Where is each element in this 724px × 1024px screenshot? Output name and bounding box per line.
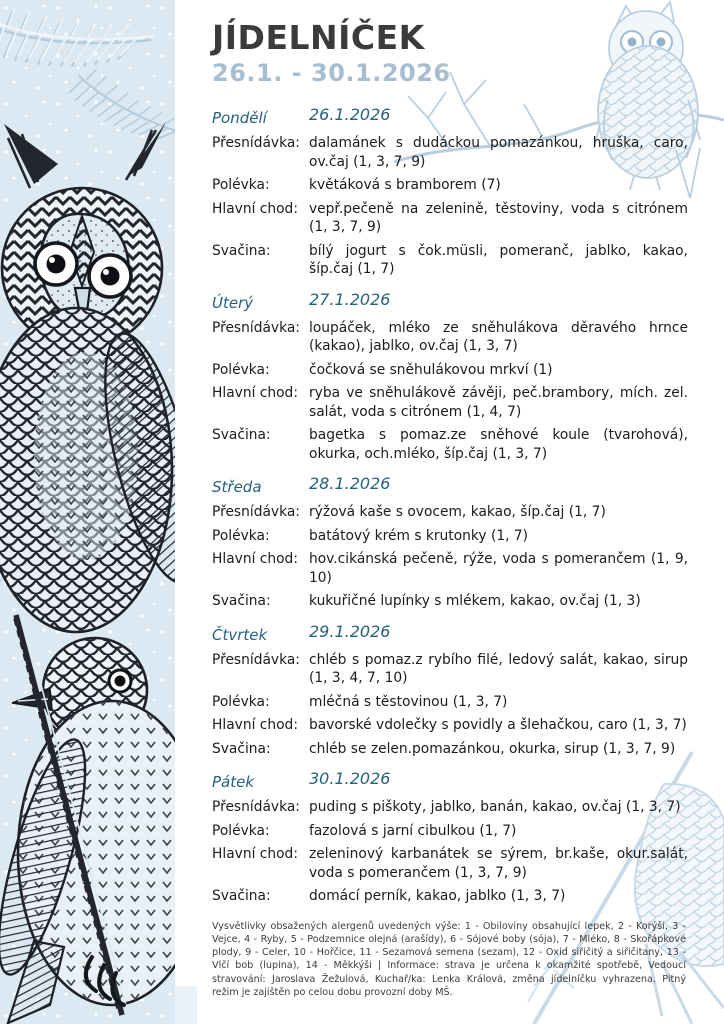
meal-text: bagetka s pomaz.ze sněhové koule (tvarohová), okurka, och.mléko, šíp.čaj (1, 3, 7) (309, 427, 688, 462)
meal-label: Přesnídávka: (212, 504, 300, 521)
meal-text: loupáček, mléko ze sněhulákova děravého hrnce (kakao), jablko, ov.čaj (1, 3, 7) (309, 319, 688, 355)
meal-text: ryba ve sněhulákově závěji, peč.brambory, mích. zel. salát, voda s citrónem (1, 4, 7) (309, 385, 688, 420)
meal-row (212, 384, 688, 421)
meal-text: batátový krém s krutonky (1, 7) (309, 527, 529, 544)
meal-text: chléb se zelen.pomazánkou, okurka, sirup (1, 3, 7, 9) (309, 740, 676, 757)
meal-text: kukuřičné lupínky s mlékem, kakao, ov.čaj (1, 3) (309, 593, 641, 610)
meal-text: chléb s pomaz.z rybího filé, ledový salát, kakao, sirup (1, 3, 4, 7, 10) (309, 651, 688, 687)
day-section-tuesday (212, 289, 688, 464)
meal-label: Hlavní chod: (212, 385, 298, 402)
meal-label: Hlavní chod: (212, 717, 298, 734)
meal-label: Svačina: (212, 242, 271, 259)
meal-text: bílý jogurt s čok.müsli, pomeranč, jablko, kakao, šíp.čaj (1, 7) (309, 242, 688, 278)
meal-text: květáková s bramborem (7) (309, 177, 501, 194)
allergen-footer: Vysvětlivky obsažených alergenů uvedených výše: 1 - Obiloviny obsahující lepek, 2 - Korýši, 3 - Vejce, 4 - Ryby, 5 - Podzemnice olejná (arašídy), 6 - Sójové boby (sója), 7 - Mléko, 8 - Skořápkové plody, 9 - Celer, 10 - Hořčice, 11 - Sezamová semena (sezam), 12 - Oxid siřičitý a siřičitany, 13 - Vlčí bob (lupina), 14 - Měkkýši | Informace: strava je určena k okamžité spotřebě, Vedoucí stravování: Jaroslava Žežulová, Kuchař/ka: Lenka Králová, změna jídelníčku vyhrazena. Pitný režim je zajištěn po celou dobu provozní doby MŠ. (212, 920, 686, 998)
meal-row (212, 503, 688, 522)
meal-label: Polévka: (212, 527, 270, 544)
meal-label: Svačina: (212, 740, 271, 757)
meal-row (212, 716, 688, 735)
meal-row (212, 740, 688, 759)
left-decoration-band (0, 0, 175, 1024)
meal-row (212, 361, 688, 380)
meal-label: Přesnídávka: (212, 135, 300, 152)
day-date: 30.1.2026 (309, 769, 391, 789)
day-date: 27.1.2026 (309, 289, 391, 309)
day-section-monday (212, 105, 688, 279)
day-section-wednesday (212, 474, 688, 611)
day-name: Čtvrtek (212, 625, 268, 644)
meal-label: Polévka: (212, 177, 270, 194)
day-header (212, 105, 688, 128)
day-header (212, 769, 688, 792)
meal-text: rýžová kaše s ovocem, kakao, šíp.čaj (1, 7) (309, 504, 606, 521)
day-date: 28.1.2026 (309, 474, 391, 494)
date-range-subtitle: 26.1. - 30.1.2026 (212, 59, 451, 88)
meal-label: Hlavní chod: (212, 551, 298, 568)
day-header (212, 289, 688, 312)
meal-label: Přesnídávka: (212, 651, 300, 668)
day-section-friday (212, 769, 688, 906)
meal-row (212, 822, 688, 841)
meal-text: vepř.pečeně na zelenině, těstoviny, voda s citrónem (1, 3, 7, 9) (309, 200, 688, 236)
meal-label: Polévka: (212, 361, 270, 378)
meal-label: Svačina: (212, 427, 271, 444)
meal-text: zeleninový karbanátek se sýrem, br.kaše, okur.salát, voda s pomerančem (1, 3, 7, 9) (309, 846, 688, 881)
meal-label: Polévka: (212, 693, 270, 710)
meal-row (212, 845, 688, 882)
meal-row (212, 651, 688, 688)
day-name: Pátek (212, 773, 255, 792)
meal-label: Svačina: (212, 888, 271, 905)
day-name: Středa (212, 478, 262, 497)
day-date: 26.1.2026 (309, 105, 391, 125)
snow-chip-decoration (175, 986, 197, 1024)
meal-text: čočková se sněhulákovou mrkví (1) (309, 361, 553, 378)
meal-text: hov.cikánská pečeně, rýže, voda s pomerančem (1, 9, 10) (309, 551, 688, 586)
meal-label: Polévka: (212, 822, 270, 839)
meal-text: mléčná s těstovinou (1, 3, 7) (309, 693, 508, 710)
meal-row (212, 134, 688, 171)
meal-label: Hlavní chod: (212, 200, 298, 217)
meal-label: Svačina: (212, 593, 271, 610)
meal-row (212, 319, 688, 356)
meal-row (212, 426, 688, 463)
meal-text: dalamánek s dudáckou pomazánkou, hruška, caro, ov.čaj (1, 3, 7, 9) (309, 135, 688, 170)
meal-row (212, 200, 688, 237)
page-title: JÍDELNÍČEK (212, 18, 425, 57)
day-name: Pondělí (212, 109, 267, 128)
meal-row (212, 242, 688, 279)
meal-label: Hlavní chod: (212, 846, 298, 863)
meal-text: puding s piškoty, jablko, banán, kakao, ov.čaj (1, 3, 7) (309, 799, 681, 816)
meal-text: domácí perník, kakao, jablko (1, 3, 7) (309, 888, 566, 905)
meal-label: Přesnídávka: (212, 799, 300, 816)
meal-row (212, 592, 688, 611)
day-header (212, 474, 688, 497)
meal-row (212, 527, 688, 546)
day-section-thursday (212, 621, 688, 759)
meal-text: bavorské vdolečky s povidly a šlehačkou, caro (1, 3, 7) (309, 717, 687, 734)
day-header (212, 621, 688, 644)
meal-row (212, 176, 688, 195)
meal-label: Přesnídávka: (212, 319, 300, 336)
menu-content (212, 20, 688, 999)
day-name: Úterý (212, 293, 254, 312)
meal-row (212, 550, 688, 587)
meal-row (212, 798, 688, 817)
meal-text: fazolová s jarní cibulkou (1, 7) (309, 822, 517, 839)
meal-row (212, 887, 688, 906)
meal-row (212, 693, 688, 712)
day-date: 29.1.2026 (309, 621, 391, 641)
